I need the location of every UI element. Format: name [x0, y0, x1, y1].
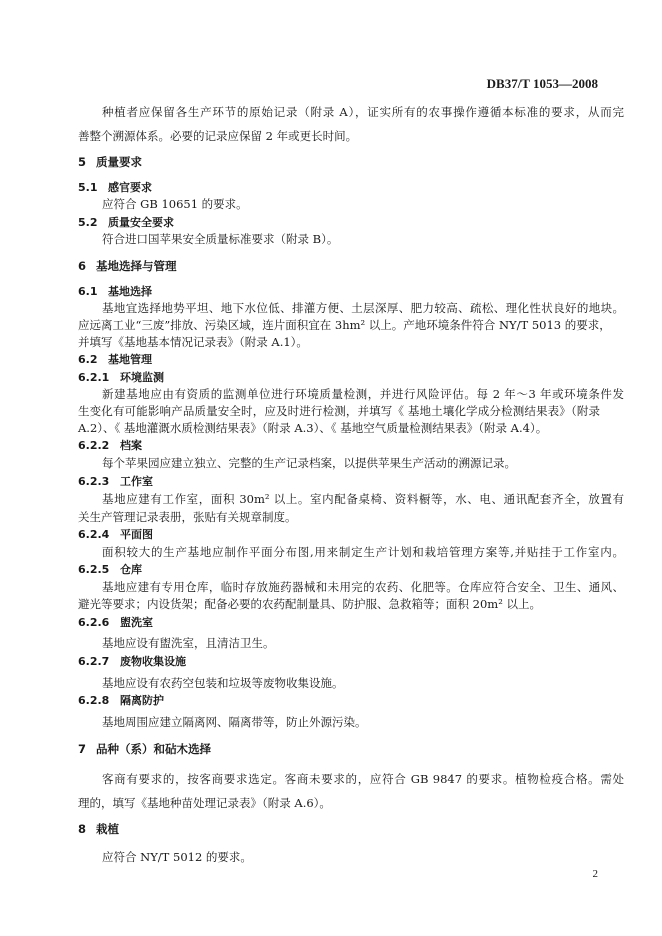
subsection-heading: 6.1 基地选择: [78, 285, 152, 298]
body-text-line: 避光等要求；内设货架；配备必要的农药配制量具、防护服、急救箱等；面积 20m² 以上。: [78, 597, 541, 611]
body-text-line: 基地应设有农药空包装和垃圾等废物收集设施。: [102, 676, 344, 690]
body-text-line: 面积较大的生产基地应制作平面分布图,用来制定生产计划和栽培管理方案等,并贴挂于工作室内。: [102, 545, 624, 559]
section-heading: 6 基地选择与管理: [78, 259, 177, 273]
standard-number: DB37/T 1053—2008: [486, 76, 598, 91]
section-heading: 5 质量要求: [78, 155, 142, 169]
clause-heading: 6.2.1 环境监测: [78, 371, 164, 384]
body-text-line: 基地应建有专用仓库，临时存放施药器械和未用完的农药、化肥等。仓库应符合安全、卫生、通风、: [102, 580, 624, 594]
section-heading: 8 栽植: [78, 822, 119, 836]
body-text-line: A.2）、《 基地灌溉水质检测结果表》（附录 A.3）、《 基地空气质量检测结果表》（附录 A.4）。: [78, 421, 548, 435]
subsection-heading: 5.1 感官要求: [78, 181, 152, 194]
body-text-line: 基地应设有盥洗室，且清洁卫生。: [102, 636, 275, 650]
body-text-line: 符合进口国苹果安全质量标准要求（附录 B）。: [102, 232, 339, 246]
body-text-line: 关生产管理记录表册，张贴有关规章制度。: [78, 510, 297, 524]
body-text-line: 应符合 NY/T 5012 的要求。: [102, 850, 252, 864]
subsection-heading: 5.2 质量安全要求: [78, 216, 174, 229]
body-text-line: 理的，填写《基地种苗处理记录表》（附录 A.6）。: [78, 796, 331, 810]
section-heading: 7 品种（系）和砧木选择: [78, 742, 211, 756]
body-text-line: 并填写《基地基本情况记录表》（附录 A.1）。: [78, 335, 308, 349]
body-text-line: 每个苹果园应建立独立、完整的生产记录档案，以提供苹果生产活动的溯源记录。: [102, 456, 516, 470]
body-text-line: 生变化有可能影响产品质量安全时，应及时进行检测，并填写《 基地土壤化学成分检测结果表》（附录: [78, 404, 600, 418]
body-text-line: 种植者应保留各生产环节的原始记录（附录 A），证实所有的农事操作遵循本标准的要求，从而完: [102, 105, 624, 119]
page-number: 2: [592, 868, 598, 880]
body-text-line: 新建基地应由有资质的监测单位进行环境质量检测，并进行风险评估。每 2 年～3 年或环境条件发: [102, 387, 624, 401]
body-text-line: 善整个溯源体系。必要的记录应保留 2 年或更长时间。: [78, 129, 358, 143]
clause-heading: 6.2.4 平面图: [78, 528, 153, 541]
clause-heading: 6.2.6 盥洗室: [78, 616, 153, 629]
body-text-line: 应远离工业“三废”排放、污染区域，连片面积宜在 3hm² 以上。产地环境条件符合 NY/T 5013 的要求，: [78, 318, 611, 332]
body-text-line: 客商有要求的，按客商要求选定。客商未要求的，应符合 GB 9847 的要求。植物检疫合格。需处: [102, 772, 624, 786]
body-text-line: 基地周围应建立隔离网、隔离带等，防止外源污染。: [102, 715, 367, 729]
subsection-heading: 6.2 基地管理: [78, 353, 152, 366]
clause-heading: 6.2.5 仓库: [78, 563, 142, 576]
clause-heading: 6.2.2 档案: [78, 439, 142, 452]
clause-heading: 6.2.3 工作室: [78, 475, 153, 488]
clause-heading: 6.2.7 废物收集设施: [78, 655, 186, 668]
body-text-line: 应符合 GB 10651 的要求。: [102, 197, 248, 211]
body-text-line: 基地应建有工作室，面积 30m² 以上。室内配备桌椅、资料橱等，水、电、通讯配套齐全，放置有: [102, 492, 624, 506]
clause-heading: 6.2.8 隔离防护: [78, 694, 164, 707]
body-text-line: 基地宜选择地势平坦、地下水位低、排灌方便、土层深厚、肥力较高、疏松、理化性状良好的地块。: [102, 301, 624, 315]
